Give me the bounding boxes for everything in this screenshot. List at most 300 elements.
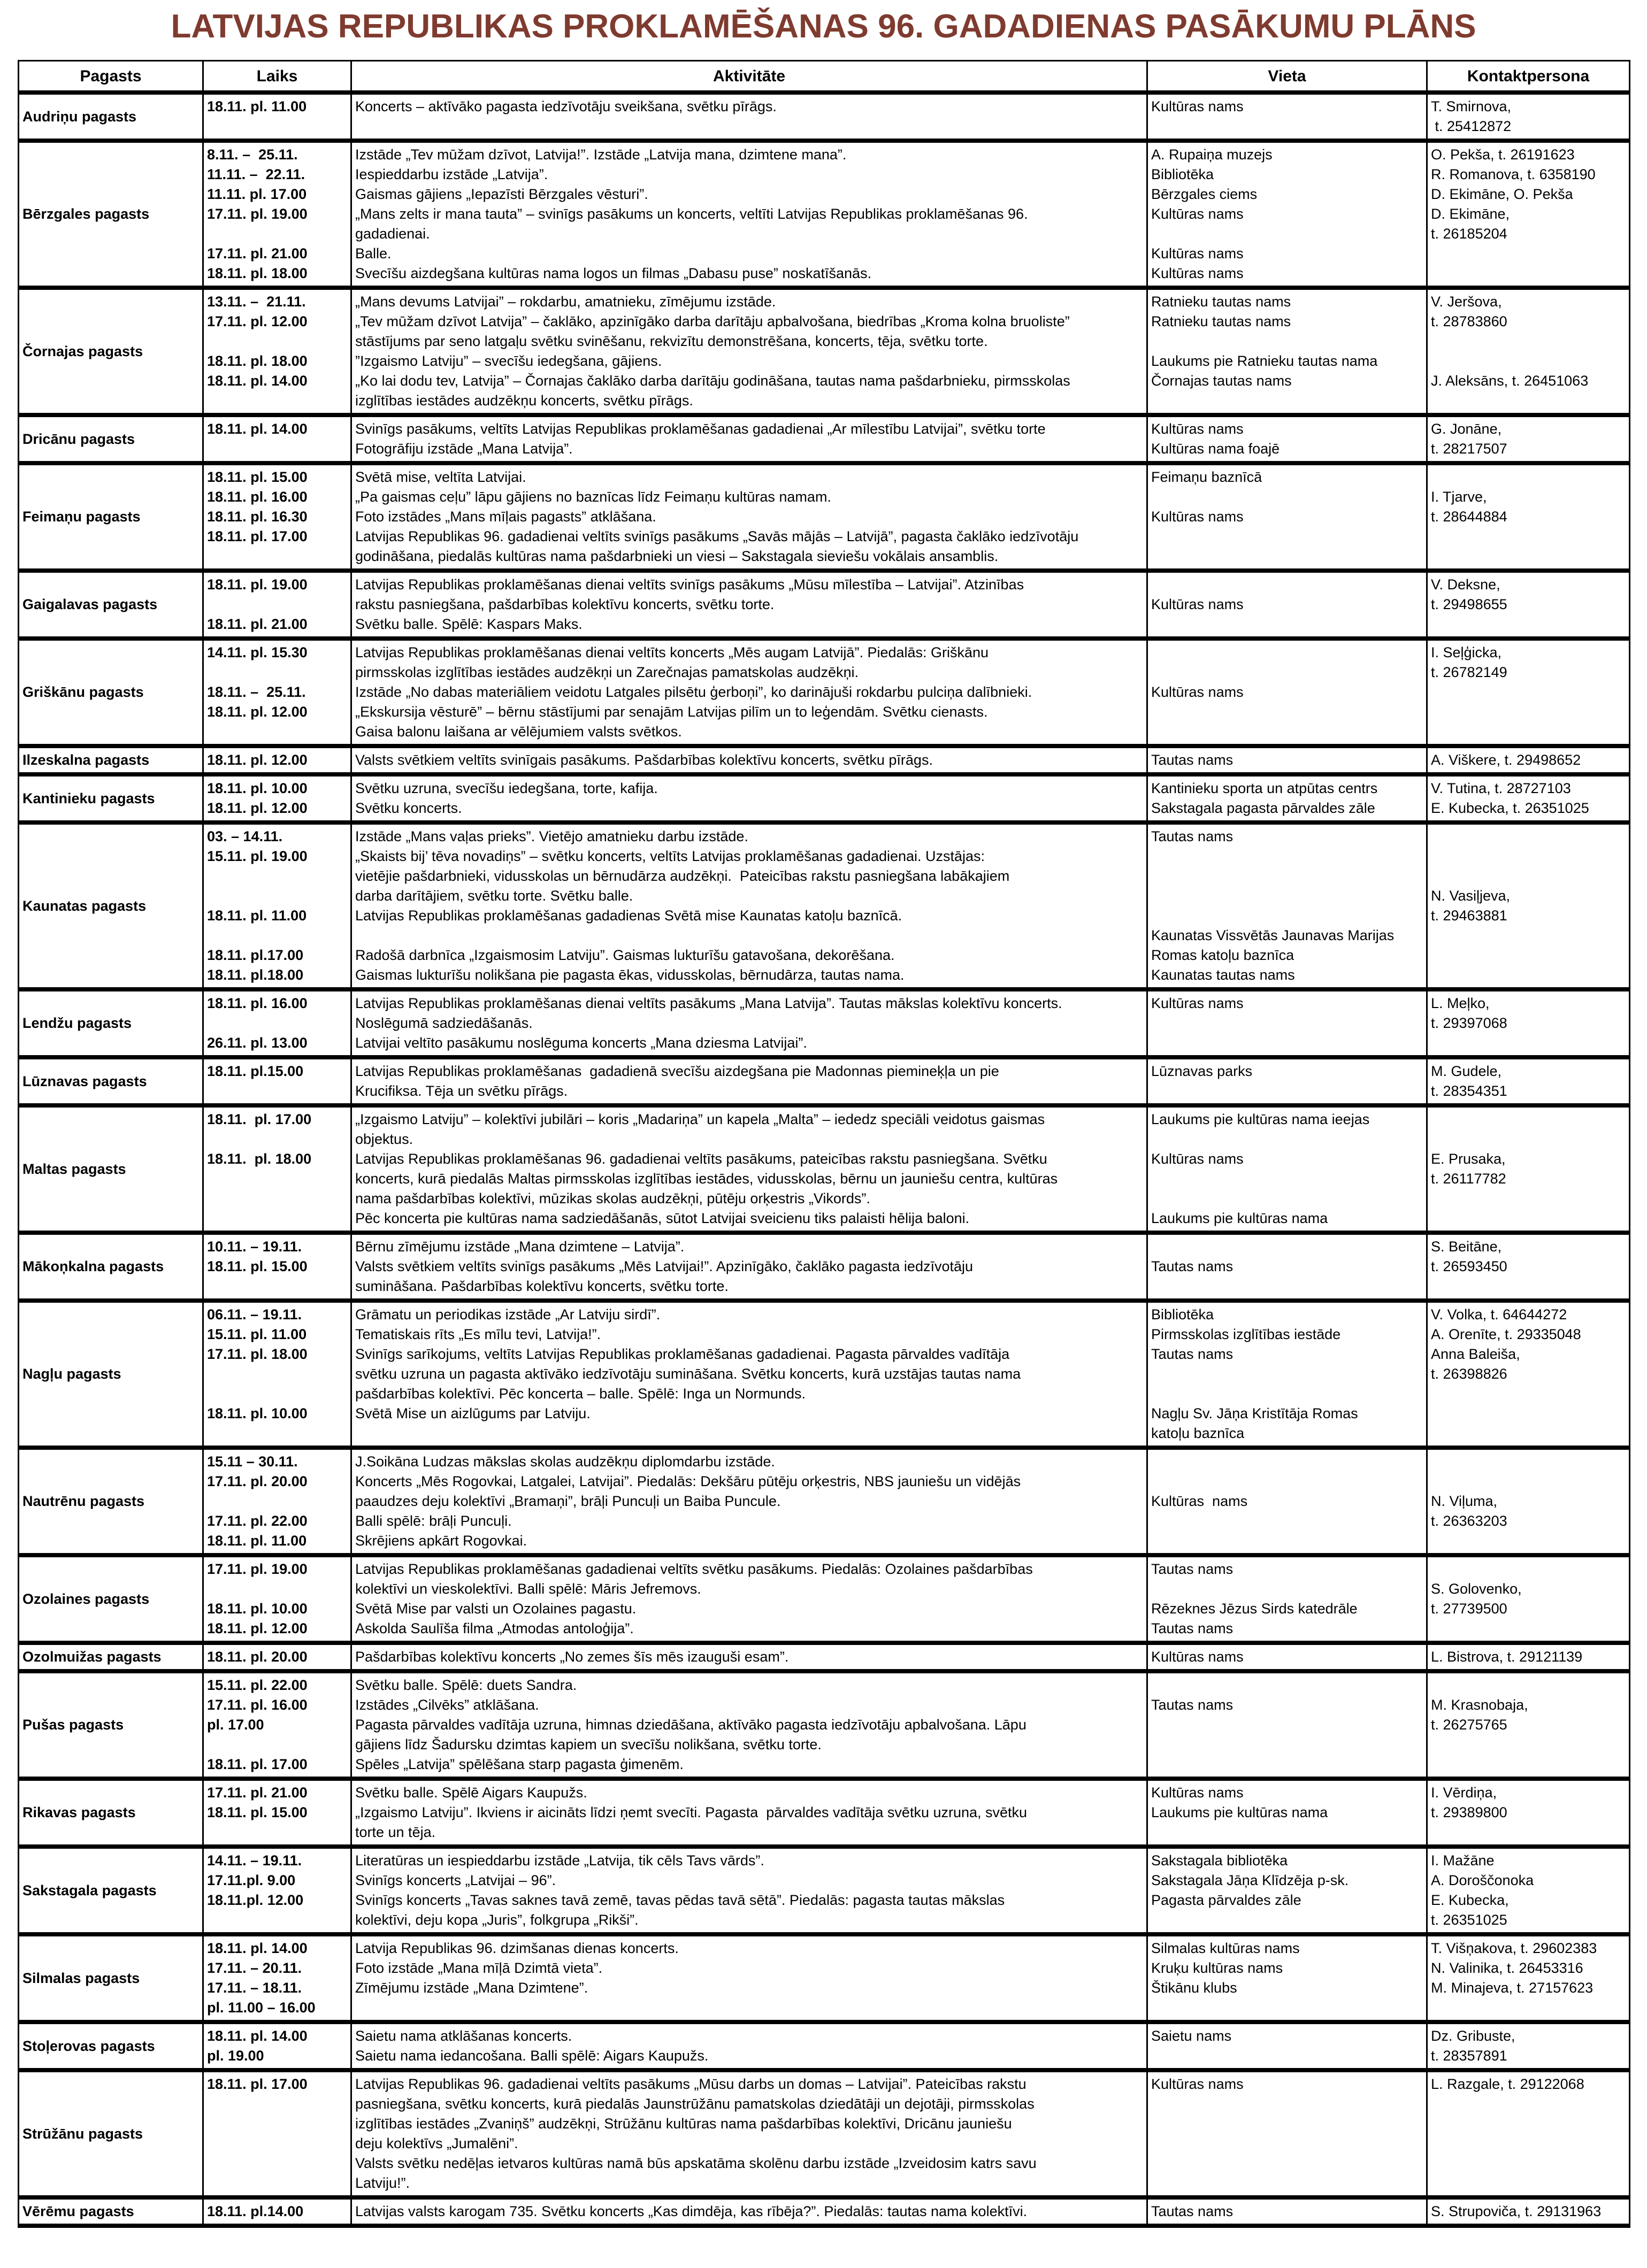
contact-line: t. 26398826: [1431, 1366, 1507, 1382]
vieta-cell: [1147, 989, 1427, 1057]
activity-line: Svētku uzruna, svecīšu iedegšana, torte, kafija.: [355, 780, 658, 796]
vieta-cell: [1147, 1643, 1427, 1671]
venue-line: [1151, 886, 1423, 906]
vieta-cell: [1147, 746, 1427, 774]
time-line: 18.11. pl. 20.00: [207, 1649, 308, 1665]
venue-line: Kultūras nams: [1151, 1649, 1244, 1665]
parish-name: Vērēmu pagasts: [19, 2197, 203, 2226]
kontakts-cell: [1427, 1847, 1630, 1934]
activity-line: Balle.: [355, 245, 392, 262]
activity-line: Foto izstāde „Mana mīļā Dzimtā vieta”.: [355, 1960, 603, 1976]
activity-line: stāstījums par seno latgaļu svētku svinēšanu, rekvizītu demonstrēšana, koncerts, tēja, svētku torte.: [355, 333, 988, 349]
venue-line: [1151, 1129, 1423, 1149]
activity-line: Svecīšu aizdegšana kultūras nama logos un filmas „Dabasu puse” noskatīšanās.: [355, 265, 872, 281]
activity-line: Spēles „Latvija” spēlēšana starp pagasta ģimenēm.: [355, 1756, 684, 1772]
time-line: 18.11. pl. 12.00: [207, 800, 308, 816]
activity-line: Izstādes „Cilvēks” atklāšana.: [355, 1697, 539, 1713]
contact-line: [1431, 351, 1626, 371]
table-row: [19, 1448, 1630, 1555]
venue-line: Laukums pie kultūras nama: [1151, 1210, 1328, 1226]
vieta-cell: [1147, 415, 1427, 463]
activity-line: Latvijai veltīto pasākumu noslēguma koncerts „Mana dziesma Latvijai”.: [355, 1035, 807, 1051]
vieta-cell: [1147, 1847, 1427, 1934]
venue-line: Pagasta pārvaldes zāle: [1151, 1892, 1301, 1908]
time-line: 17.11. – 18.11.: [207, 1980, 302, 1996]
events-table: [18, 60, 1630, 2228]
time-line: [207, 224, 347, 244]
kontakts-cell: [1427, 1233, 1630, 1301]
time-line: 13.11. – 21.11.: [207, 294, 306, 310]
activity-line: Koncerts – aktīvāko pagasta iedzīvotāju sveikšana, svētku pīrāgs.: [355, 98, 777, 114]
venue-line: Kultūras nams: [1151, 2076, 1244, 2092]
table-row: [19, 93, 1630, 141]
activity-line: „Skaists bij’ tēva novadiņs” – svētku koncerts, veltīts Latvijas proklamēšanas gadadienai. Uzstājas:: [355, 848, 985, 864]
contact-line: V. Tutina, t. 28727103: [1431, 780, 1571, 796]
kontakts-cell: [1427, 1643, 1630, 1671]
kontakts-cell: [1427, 463, 1630, 571]
activity-line: Latvijas Republikas proklamēšanas dienai veltīts pasākums „Mana Latvija”. Tautas mākslas kolektīvu koncerts.: [355, 995, 1062, 1011]
venue-line: [1151, 663, 1423, 682]
activity-line: nama pašdarbības kolektīvi, mūzikas skolas audzēkņi, pūtēju orķestris „Vikords”.: [355, 1190, 870, 1206]
venue-line: Bibliotēka: [1151, 166, 1214, 182]
laiks-cell: [203, 989, 351, 1057]
contact-line: G. Jonāne,: [1431, 421, 1502, 437]
aktivitate-cell: [351, 1779, 1147, 1847]
activity-line: Noslēgumā sadziedāšanās.: [355, 1015, 533, 1031]
contact-line: t. 28217507: [1431, 441, 1507, 457]
venue-line: Tautas nams: [1151, 2203, 1234, 2219]
activity-line: Krucifiksa. Tēja un svētku pīrāgs.: [355, 1083, 568, 1099]
table-row: [19, 288, 1630, 415]
time-line: 17.11. pl. 12.00: [207, 313, 308, 329]
activity-line: [355, 926, 1143, 945]
contact-line: L. Bistrova, t. 29121139: [1431, 1649, 1583, 1665]
activity-line: sumināšana. Pašdarbības kolektīvu koncerts, svētku torte.: [355, 1278, 729, 1294]
activity-line: Bērnu zīmējumu izstāde „Mana dzimtene – Latvija”.: [355, 1239, 685, 1255]
parish-name: Strūžānu pagasts: [19, 2070, 203, 2197]
laiks-cell: [203, 2070, 351, 2197]
venue-line: [1151, 643, 1423, 663]
laiks-cell: [203, 571, 351, 639]
contact-line: [1431, 847, 1626, 866]
time-line: 18.11. pl. 11.00: [207, 1533, 307, 1549]
contact-line: A. Viškere, t. 29498652: [1431, 752, 1581, 768]
time-line: 18.11. pl.14.00: [207, 2203, 304, 2219]
contact-line: E. Kubecka,: [1431, 1892, 1509, 1908]
contact-line: t. 28354351: [1431, 1083, 1507, 1099]
activity-line: godināšana, piedalās kultūras nama pašdarbnieki un viesi – Sakstagala sieviešu vokālais ansamblis.: [355, 548, 999, 564]
activity-line: Balli spēlē: brāļi Puncuļi.: [355, 1513, 512, 1529]
activity-line: Saietu nama iedancošana. Balli spēlē: Aigars Kaupužs.: [355, 2048, 709, 2064]
time-line: 18.11. pl.18.00: [207, 967, 304, 983]
contact-line: N. Vasiļjeva,: [1431, 888, 1511, 904]
time-line: 17.11. pl. 20.00: [207, 1473, 308, 1489]
activity-line: Radošā darbnīca „Izgaismosim Latviju”. Gaismas lukturīšu gatavošana, dekorēšana.: [355, 947, 895, 963]
laiks-cell: [203, 1301, 351, 1448]
aktivitate-cell: [351, 822, 1147, 989]
venue-line: Kultūras nams: [1151, 1151, 1244, 1167]
time-line: [207, 926, 347, 945]
venue-line: [1151, 1675, 1423, 1695]
activity-line: Svinīgs pasākums, veltīts Latvijas Republikas proklamēšanas gadadienai „Ar mīlestību Latvijai”, svētku torte: [355, 421, 1046, 437]
venue-line: Sakstagala bibliotēka: [1151, 1852, 1288, 1869]
table-row: [19, 1233, 1630, 1301]
contact-line: D. Ekimāne, O. Pekša: [1431, 186, 1573, 202]
venue-line: Tautas nams: [1151, 752, 1234, 768]
aktivitate-cell: [351, 989, 1147, 1057]
laiks-cell: [203, 1671, 351, 1779]
contact-line: [1431, 827, 1626, 847]
laiks-cell: [203, 774, 351, 822]
time-line: 14.11. pl. 15.30: [207, 644, 308, 660]
aktivitate-cell: [351, 639, 1147, 746]
time-line: [207, 886, 347, 906]
time-line: 18.11. pl. 11.00: [207, 98, 307, 114]
venue-line: Ratnieku tautas nams: [1151, 313, 1291, 329]
header-vieta: Vieta: [1147, 61, 1427, 93]
kontakts-cell: [1427, 2022, 1630, 2070]
venue-line: Kultūras nams: [1151, 1493, 1248, 1509]
aktivitate-cell: [351, 571, 1147, 639]
time-line: 18.11. pl. 17.00: [207, 1111, 312, 1127]
activity-line: Gaisa balonu laišana ar vēlējumiem valsts svētkos.: [355, 724, 682, 740]
kontakts-cell: [1427, 571, 1630, 639]
laiks-cell: [203, 2197, 351, 2226]
activity-line: rakstu pasniegšana, pašdarbības kolektīvu koncerts, svētku torte.: [355, 596, 775, 612]
venue-line: Ratnieku tautas nams: [1151, 294, 1291, 310]
activity-line: Literatūras un iespieddarbu izstāde „Latvija, tik cēls Tavs vārds”.: [355, 1852, 764, 1869]
venue-line: Sakstagala Jāņa Klīdzēja p-sk.: [1151, 1872, 1349, 1888]
time-line: 18.11. pl. 15.00: [207, 1258, 308, 1274]
laiks-cell: [203, 415, 351, 463]
contact-line: V. Volka, t. 64644272: [1431, 1306, 1567, 1323]
venue-line: Kultūras nams: [1151, 265, 1244, 281]
contact-line: t. 25412872: [1431, 118, 1512, 134]
parish-name: Nagļu pagasts: [19, 1301, 203, 1448]
activity-line: Latvijas Republikas proklamēšanas dienai veltīts koncerts „Mēs augam Latvijā”. Piedalās: Griškānu: [355, 644, 989, 660]
aktivitate-cell: [351, 1847, 1147, 1934]
activity-line: „Tev mūžam dzīvot Latvija” – čaklāko, apzinīgāko darba darītāju apbalvošana, biedrības „Kroma kolna bruoliste”: [355, 313, 1070, 329]
time-line: 18.11. pl.17.00: [207, 947, 304, 963]
table-header: [19, 61, 1630, 93]
time-line: 18.11. pl. 15.00: [207, 1804, 308, 1820]
vieta-cell: [1147, 1105, 1427, 1233]
table-row: [19, 1301, 1630, 1448]
time-line: [207, 1364, 347, 1384]
venue-line: Tautas nams: [1151, 1620, 1234, 1636]
time-line: [207, 1735, 347, 1755]
venue-line: Kultūras nama foajē: [1151, 441, 1280, 457]
vieta-cell: [1147, 2197, 1427, 2226]
venue-line: [1151, 1237, 1423, 1257]
venue-line: Tautas nams: [1151, 828, 1234, 844]
laiks-cell: [203, 1057, 351, 1105]
venue-line: Laukums pie kultūras nama ieejas: [1151, 1111, 1370, 1127]
venue-line: Kantinieku sporta un atpūtas centrs: [1151, 780, 1378, 796]
parish-name: Dricānu pagasts: [19, 415, 203, 463]
contact-line: M. Krasnobaja,: [1431, 1697, 1528, 1713]
aktivitate-cell: [351, 288, 1147, 415]
time-line: 18.11. pl. 18.00: [207, 353, 308, 369]
kontakts-cell: [1427, 141, 1630, 288]
activity-line: Svinīgs koncerts „Tavas saknes tavā zemē, tavas pēdas tavā sētā”. Piedalās: pagasta tautas mākslas: [355, 1892, 1005, 1908]
contact-line: E. Kubecka, t. 26351025: [1431, 800, 1589, 816]
aktivitate-cell: [351, 2197, 1147, 2226]
parish-name: Sakstagala pagasts: [19, 1847, 203, 1934]
time-line: 18.11. pl. 14.00: [207, 1940, 308, 1956]
laiks-cell: [203, 141, 351, 288]
venue-line: [1151, 1452, 1423, 1472]
time-line: 15.11. pl. 11.00: [207, 1326, 307, 1342]
venue-line: [1151, 1472, 1423, 1492]
contact-line: M. Minajeva, t. 27157623: [1431, 1980, 1594, 1996]
laiks-cell: [203, 1555, 351, 1643]
time-line: [207, 595, 347, 614]
parish-name: Stoļerovas pagasts: [19, 2022, 203, 2070]
activity-line: Zīmējumu izstāde „Mana Dzimtene”.: [355, 1980, 588, 1996]
time-line: 17.11. pl. 18.00: [207, 1346, 308, 1362]
activity-line: torte un tēja.: [355, 1824, 436, 1840]
contact-line: t. 26275765: [1431, 1717, 1507, 1733]
venue-line: Sakstagala pagasta pārvaldes zāle: [1151, 800, 1375, 816]
page-title: LATVIJAS REPUBLIKAS PROKLAMĒŠANAS 96. GADADIENAS PASĀKUMU PLĀNS: [171, 8, 1476, 45]
contact-line: I. Seļģicka,: [1431, 644, 1502, 660]
vieta-cell: [1147, 93, 1427, 141]
contact-line: t. 26185204: [1431, 226, 1507, 242]
table-row: [19, 746, 1630, 774]
contact-line: [1431, 1452, 1626, 1472]
activity-line: Svinīgs sarīkojums, veltīts Latvijas Republikas proklamēšanas gadadienai. Pagasta pārvaldes vadītāja: [355, 1346, 1010, 1362]
venue-line: Kaunatas tautas nams: [1151, 967, 1295, 983]
contact-line: M. Gudele,: [1431, 1063, 1502, 1079]
aktivitate-cell: [351, 93, 1147, 141]
parish-name: Audriņu pagasts: [19, 93, 203, 141]
contact-line: I. Tjarve,: [1431, 489, 1487, 505]
time-line: 15.11. pl. 22.00: [207, 1677, 308, 1693]
activity-line: Pagasta pārvaldes vadītāja uzruna, himnas dziedāšana, aktīvāko pagasta iedzīvotāju apbalvošana. Lāpu: [355, 1717, 1026, 1733]
laiks-cell: [203, 463, 351, 571]
contact-line: T. Višņakova, t. 29602383: [1431, 1940, 1597, 1956]
activity-line: Svētku balle. Spēlē Aigars Kaupužs.: [355, 1785, 587, 1801]
aktivitate-cell: [351, 463, 1147, 571]
venue-line: Tautas nams: [1151, 1346, 1234, 1362]
activity-line: svētku uzruna un pagasta aktīvāko iedzīvotāju sumināšana. Svētku koncerts, kurā uzstājas tautas nama: [355, 1366, 1021, 1382]
venue-line: [1151, 906, 1423, 926]
table-row: [19, 1105, 1630, 1233]
activity-line: „Mans zelts ir mana tauta” – svinīgs pasākums un koncerts, veltīti Latvijas Republikas proklamēšanas 96.: [355, 206, 1028, 222]
time-line: 18.11. pl. 12.00: [207, 752, 308, 768]
time-line: 18.11. pl. 10.00: [207, 1405, 308, 1421]
laiks-cell: [203, 1448, 351, 1555]
activity-line: Grāmatu un periodikas izstāde „Ar Latviju sirdī”.: [355, 1306, 661, 1323]
venue-line: Pirmsskolas izglītības iestāde: [1151, 1326, 1341, 1342]
time-line: [207, 663, 347, 682]
laiks-cell: [203, 288, 351, 415]
contact-line: E. Prusaka,: [1431, 1151, 1506, 1167]
activity-line: Pašdarbības kolektīvu koncerts „No zemes šīs mēs izauguši esam”.: [355, 1649, 789, 1665]
time-line: 18.11. pl. 11.00: [207, 908, 307, 924]
laiks-cell: [203, 1105, 351, 1233]
activity-line: darba darītājiem, svētku torte. Svētku balle.: [355, 888, 633, 904]
venue-line: Bibliotēka: [1151, 1306, 1214, 1323]
contact-line: [1431, 467, 1626, 487]
venue-line: Silmalas kultūras nams: [1151, 1940, 1300, 1956]
table-row: [19, 1847, 1630, 1934]
time-line: [207, 332, 347, 351]
kontakts-cell: [1427, 989, 1630, 1057]
table-body: [19, 93, 1630, 2226]
vieta-cell: [1147, 141, 1427, 288]
activity-line: Svētā mise, veltīta Latvijai.: [355, 469, 526, 485]
contact-line: J. Aleksāns, t. 26451063: [1431, 373, 1589, 389]
activity-line: Foto izstādes „Mans mīļais pagasts” atklāšana.: [355, 509, 656, 525]
activity-line: Svinīgs koncerts „Latvijai – 96”.: [355, 1872, 556, 1888]
contact-line: I. Vērdiņa,: [1431, 1785, 1497, 1801]
activity-line: Latvija Republikas 96. dzimšanas dienas koncerts.: [355, 1940, 679, 1956]
vieta-cell: [1147, 1301, 1427, 1448]
aktivitate-cell: [351, 1057, 1147, 1105]
vieta-cell: [1147, 774, 1427, 822]
activity-line: izglītības iestādes „Zvaniņš” audzēkņi, Strūžānu kultūras nama pašdarbības kolektīvi, Dricānu jauniešu: [355, 2116, 1012, 2132]
table-row: [19, 822, 1630, 989]
kontakts-cell: [1427, 1555, 1630, 1643]
venue-line: Kultūras nams: [1151, 509, 1244, 525]
laiks-cell: [203, 1233, 351, 1301]
venue-line: Tautas nams: [1151, 1258, 1234, 1274]
contact-line: S. Strupoviča, t. 29131963: [1431, 2203, 1602, 2219]
time-line: 17.11. pl. 22.00: [207, 1513, 308, 1529]
contact-line: t. 29397068: [1431, 1015, 1507, 1031]
activity-line: „Izgaismo Latviju”. Ikviens ir aicināts līdzi ņemt svecīti. Pagasta pārvaldes vadītāja svētku uzruna, svētku: [355, 1804, 1028, 1820]
time-line: 18.11. pl.15.00: [207, 1063, 304, 1079]
activity-line: paaudzes deju kolektīvi „Bramaņi”, brāļi Puncuļi un Baiba Puncule.: [355, 1493, 781, 1509]
kontakts-cell: [1427, 93, 1630, 141]
laiks-cell: [203, 93, 351, 141]
activity-line: gadadienai.: [355, 226, 430, 242]
activity-line: „Izgaismo Latviju” – kolektīvi jubilāri – koris „Madariņa” un kapela „Malta” – iededz speciāli veidotus gaismas: [355, 1111, 1045, 1127]
venue-line: Kultūras nams: [1151, 421, 1244, 437]
activity-line: Izstāde „Mans vaļas prieks”. Vietējo amatnieku darbu izstāde.: [355, 828, 748, 844]
aktivitate-cell: [351, 1448, 1147, 1555]
contact-line: [1431, 1675, 1626, 1695]
activity-line: Latvijas Republikas 96. gadadienai veltīts svinīgs pasākums „Savās mājās – Latvijā”, pagasta čaklāko iedzīvotāju: [355, 528, 1079, 544]
venue-line: [1151, 1364, 1423, 1384]
venue-line: [1151, 1384, 1423, 1404]
contact-line: [1431, 1472, 1626, 1492]
activity-line: Skrējiens apkārt Rogovkai.: [355, 1533, 527, 1549]
venue-line: [1151, 332, 1423, 351]
time-line: 18.11. pl. 16.00: [207, 489, 308, 505]
time-line: 11.11. – 22.11.: [207, 166, 305, 182]
time-line: 26.11. pl. 13.00: [207, 1035, 308, 1051]
activity-line: Saietu nama atklāšanas koncerts.: [355, 2028, 572, 2044]
parish-name: Silmalas pagasts: [19, 1934, 203, 2022]
vieta-cell: [1147, 1057, 1427, 1105]
contact-line: t. 28357891: [1431, 2048, 1507, 2064]
venue-line: Kultūras nams: [1151, 596, 1244, 612]
activity-line: Askolda Saulīša filma „Atmodas antoloģija”.: [355, 1620, 634, 1636]
venue-line: Kultūras nams: [1151, 995, 1244, 1011]
table-row: [19, 639, 1630, 746]
contact-line: t. 27739500: [1431, 1601, 1507, 1617]
time-line: 18.11. pl. 17.00: [207, 1756, 308, 1772]
contact-line: Anna Baleiša,: [1431, 1346, 1520, 1362]
contact-line: t. 29498655: [1431, 596, 1507, 612]
activity-line: Latvijas Republikas proklamēšanas dienai veltīts svinīgs pasākums „Mūsu mīlestība – Latvijai”. Atzinības: [355, 576, 1024, 593]
aktivitate-cell: [351, 774, 1147, 822]
time-line: 18.11. pl. 17.00: [207, 528, 308, 544]
laiks-cell: [203, 822, 351, 989]
venue-line: Kaunatas Vissvētās Jaunavas Marijas: [1151, 927, 1395, 943]
kontakts-cell: [1427, 1448, 1630, 1555]
time-line: 18.11. pl. 18.00: [207, 265, 308, 281]
vieta-cell: [1147, 1779, 1427, 1847]
time-line: 17.11. pl. 21.00: [207, 1785, 308, 1801]
parish-name: Ilzeskalna pagasts: [19, 746, 203, 774]
header-aktivitate: Aktivitāte: [351, 61, 1147, 93]
contact-line: S. Beitāne,: [1431, 1239, 1502, 1255]
venue-line: Bērzgales ciems: [1151, 186, 1258, 202]
kontakts-cell: [1427, 415, 1630, 463]
kontakts-cell: [1427, 774, 1630, 822]
time-line: 18.11. pl. 16.30: [207, 509, 308, 525]
kontakts-cell: [1427, 822, 1630, 989]
activity-line: Izstāde „Tev mūžam dzīvot, Latvija!”. Izstāde „Latvija mana, dzimtene mana”.: [355, 147, 847, 163]
venue-line: A. Rupaiņa muzejs: [1151, 147, 1273, 163]
venue-line: Čornajas tautas nams: [1151, 373, 1292, 389]
activity-line: Iespieddarbu izstāde „Latvija”.: [355, 166, 548, 182]
contact-line: [1431, 1110, 1626, 1129]
venue-line: Tautas nams: [1151, 1561, 1234, 1577]
kontakts-cell: [1427, 746, 1630, 774]
parish-name: Rikavas pagasts: [19, 1779, 203, 1847]
parish-name: Bērzgales pagasts: [19, 141, 203, 288]
table-row: [19, 1671, 1630, 1779]
activity-line: Svētā Mise un aizlūgums par Latviju.: [355, 1405, 591, 1421]
contact-line: I. Mažāne: [1431, 1852, 1495, 1869]
laiks-cell: [203, 1847, 351, 1934]
aktivitate-cell: [351, 746, 1147, 774]
venue-line: Štikānu klubs: [1151, 1980, 1237, 1996]
table-row: [19, 1555, 1630, 1643]
venue-line: Nagļu Sv. Jāņa Kristītāja Romas: [1151, 1405, 1358, 1421]
activity-line: Valsts svētkiem veltīts svinīgais pasākums. Pašdarbības kolektīvu koncerts, svētku pīrāgs.: [355, 752, 933, 768]
vieta-cell: [1147, 1555, 1427, 1643]
time-line: [207, 1129, 347, 1149]
activity-line: „Pa gaismas ceļu” lāpu gājiens no baznīcas līdz Feimaņu kultūras namam.: [355, 489, 831, 505]
activity-line: pašdarbības kolektīvi. Pēc koncerta – balle. Spēlē: Inga un Normunds.: [355, 1386, 806, 1402]
time-line: 18.11. pl. 14.00: [207, 2028, 308, 2044]
aktivitate-cell: [351, 1934, 1147, 2022]
table-row: [19, 989, 1630, 1057]
venue-line: [1151, 224, 1423, 244]
activity-line: koncerts, kurā piedalās Maltas pirmsskolas izglītības iestādes, vidusskolas, bērnu un jauniešu centra, kultūras: [355, 1171, 1058, 1187]
venue-line: Kultūras nams: [1151, 98, 1244, 114]
vieta-cell: [1147, 639, 1427, 746]
activity-line: Latvijas Republikas proklamēšanas gadadienā svecīšu aizdegšana pie Madonnas piemineķļa un pie: [355, 1063, 999, 1079]
table-row: [19, 1057, 1630, 1105]
time-line: 18.11. pl. 18.00: [207, 1151, 312, 1167]
time-line: 18.11. pl. 21.00: [207, 616, 308, 632]
time-line: 14.11. – 19.11.: [207, 1852, 302, 1869]
time-line: pl. 11.00 – 16.00: [207, 2000, 316, 2016]
table-row: [19, 415, 1630, 463]
contact-line: [1431, 866, 1626, 886]
parish-name: Maltas pagasts: [19, 1105, 203, 1233]
table-row: [19, 1779, 1630, 1847]
activity-line: „Ko lai dodu tev, Latvija” – Čornajas čaklāko darba darītāju godināšana, tautas nama pašdarbnieku, pirmsskolas: [355, 373, 1070, 389]
kontakts-cell: [1427, 288, 1630, 415]
